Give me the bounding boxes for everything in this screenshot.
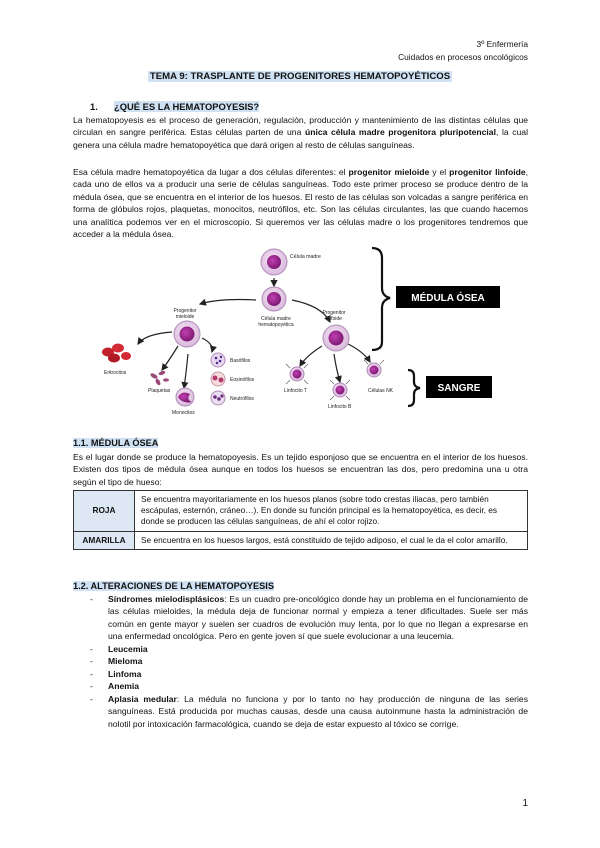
hematopoiesis-diagram (90, 242, 510, 417)
label-eosinophils: Eosinófilos (230, 377, 255, 383)
page-number: 1 (522, 798, 528, 809)
list-item: - Leucemia (90, 643, 528, 655)
label-blood: SANGRE (437, 383, 481, 394)
label-myeloid: Progenitor mieloide (173, 308, 197, 320)
header-subject: Cuidados en procesos oncológicos (398, 52, 528, 63)
lymphocyte-b-icon (330, 380, 350, 400)
monocyte-icon (176, 388, 194, 406)
label-lymph-b: Linfocito B (328, 404, 352, 410)
table-row-text: Se encuentra mayoritariamente en los huesos planos (sobre todo crestas iliacas, pero también escápulas, esternón, cráneo…). En donde su función principal es la hematopoyética, es decir, es donde se producen las células sanguíneas, de ahí el color rojizo. (135, 491, 528, 532)
list-item: - Síndromes mielodisplásicos: Es un cuadro pre-oncológico donde hay un problema en el funcionamiento de las células mieloides, la médula deja de funcionar normal y empieza a tener dificultades. Suele ser más común en gente mayor y suelen ser cuadros de evolución muy lenta, por lo que no llegan a expresarse en una enfermedad oncológica. Pero en gente joven sí que suele evolucionar a una leucemia. (90, 593, 528, 643)
section-1-1-heading: 1.1. MÉDULA ÓSEA (73, 438, 159, 448)
bracket-blood (408, 370, 420, 406)
table-row (74, 531, 528, 549)
label-erythrocytes: Eritrocitos (104, 370, 127, 376)
page-header (398, 38, 528, 64)
label-lymph-t: Linfocito T (284, 388, 307, 394)
list-item: - Aplasia medular: La médula no funciona y por lo tanto no hay producción de ninguna de las series sanguíneas. Está producida por muchas causas, desde una causa autoinmune hasta la administración de nolotil por intoxicación farmacológica, cuando se deja de estar expuesto al tóxico se corrige. (90, 693, 528, 730)
list-item: - Mieloma (90, 655, 528, 667)
eosinophil-icon (211, 372, 225, 386)
label-neutrophils: Neutrófilos (230, 396, 254, 402)
lymphocyte-t-icon (286, 364, 308, 384)
table-row (74, 491, 528, 532)
document-title: TEMA 9: TRASPLANTE DE PROGENITORES HEMATOPOYÉTICOS (149, 71, 451, 82)
section-1-title: ¿QUÉ ES LA HEMATOPOYESIS? (114, 101, 260, 112)
erythrocytes-icon (102, 344, 131, 363)
table-row-label: AMARILLA (74, 531, 135, 549)
header-course: 3º Enfermería (476, 39, 528, 49)
alterations-list (90, 593, 528, 730)
section-1-number: 1. (90, 101, 98, 112)
marrow-types-table (73, 490, 528, 550)
hsc-cell (262, 287, 286, 311)
section-1-2-heading: 1.2. ALTERACIONES DE LA HEMATOPOYESIS (73, 581, 274, 591)
bracket-marrow (372, 248, 390, 350)
list-item: - Anemia (90, 680, 528, 692)
lymphoid-progenitor-cell (323, 325, 349, 351)
label-platelets: Plaquetas (148, 388, 171, 394)
label-lymphoid: Progenitor linfoide (322, 310, 346, 322)
label-hsc: Célula madre hematopoyética (258, 316, 294, 328)
badge-blood (426, 376, 492, 398)
label-basophils: Basófilos (230, 358, 251, 364)
stem-cell (261, 249, 287, 275)
list-item: - Linfoma (90, 668, 528, 680)
neutrophil-icon (211, 391, 225, 405)
table-row-label: ROJA (74, 491, 135, 532)
badge-marrow (396, 286, 500, 308)
section-1-heading (90, 100, 259, 114)
paragraph-hematopoyesis-definition: La hematopoyesis es el proceso de generación, regulación, producción y mantenimiento de las distintas células que circulan en sangre periférica. Estas células parten de una única célula madre progenitora pluripotencial, la cual genera una célula madre hematopoyética que dará origen al resto de células sanguíneas. (73, 115, 528, 150)
nk-cell-icon (364, 360, 384, 377)
paragraph-medula-osea: Es el lugar donde se produce la hematopoyesis. Es un tejido esponjoso que se encuentra en el interior de los huesos. Existen dos tipos de médula ósea aunque en todos los huesos se encuentran las dos, pero predomina una u otra según el tipo de hueso: (73, 452, 528, 487)
label-monocytes: Monocitos (172, 410, 195, 416)
paragraph-progenitors: Esa célula madre hematopoyética da lugar a dos células diferentes: el progenitor mieloide y el progenitor linfoide, cada uno de ellos va a producir una serie de células sanguíneas. Todo este primer proceso se produce dentro de la médula ósea, que se encuentra en el interior de los huesos. El resto de las células son volcadas a sangre periférica en forma de glóbulos rojos, plaquetas, monocitos, neutrófilos, etc. Son las células circulantes, las que cuando hacemos una analítica podemos ver en el microscopio. Si queremos ver las células madre o los progenitores tendremos que acceder a la médula ósea. (73, 167, 529, 240)
label-marrow: MÉDULA ÓSEA (411, 293, 485, 304)
table-row-text: Se encuentra en los huesos largos, está constituido de tejido adiposo, el cual le da el color amarillo. (135, 531, 528, 549)
myeloid-progenitor-cell (174, 321, 200, 347)
label-nk: Células NK (368, 388, 394, 394)
basophil-icon (211, 353, 225, 367)
label-stem-cell: Célula madre (290, 254, 321, 260)
platelets-icon (150, 370, 169, 386)
